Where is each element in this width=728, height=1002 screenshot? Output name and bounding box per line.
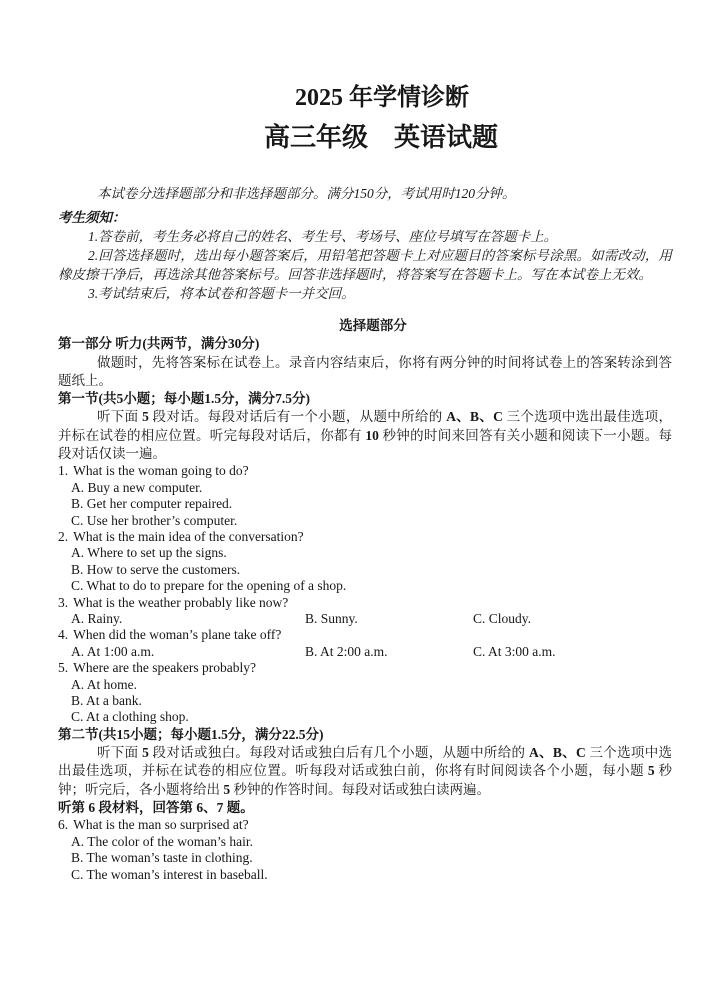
question-3 — [58, 595, 672, 628]
question-2-stem-line — [58, 529, 672, 545]
question-3-options-row — [58, 611, 672, 627]
question-2-stem: What is the main idea of the conversation? — [73, 529, 304, 544]
question-2 — [58, 529, 672, 595]
question-4-stem: When did the woman’s plane take off? — [73, 627, 282, 643]
question-2-option-b: B. How to serve the customers. — [71, 561, 241, 577]
question-3-option-b: B. Sunny. — [305, 611, 358, 627]
question-2-option-a: A. Where to set up the signs. — [71, 545, 227, 561]
material-6-heading: 听第 6 段材料，回答第 6、7 题。 — [58, 800, 254, 816]
question-4-options-row — [58, 644, 672, 660]
question-4-option-c: C. At 3:00 a.m. — [473, 643, 556, 659]
question-1-option-a: A. Buy a new computer. — [71, 479, 203, 495]
notice-item-1: 1.答卷前，考生务必将自己的姓名、考生号、考场号、座位号填写在答题卡上。 — [88, 229, 558, 244]
exam-title-grade-subject: 高三年级 英语试题 — [263, 123, 498, 152]
question-6-stem-line — [58, 817, 672, 833]
question-6 — [58, 817, 672, 883]
question-1-stem: What is the woman going to do? — [73, 463, 249, 479]
question-1-number: 1. — [58, 463, 69, 479]
question-5-stem-line — [58, 660, 672, 676]
exam-title-year: 2025 年学情诊断 — [295, 85, 469, 111]
question-3-stem-line — [58, 595, 672, 611]
notice-heading: 考生须知： — [58, 210, 126, 225]
question-6-stem: What is the man so surprised at? — [73, 817, 249, 833]
question-5-option-c: C. At a clothing shop. — [71, 709, 189, 725]
part1-heading: 第一部分 听力(共两节，满分30分) — [58, 336, 260, 352]
question-3-option-a: A. Rainy. — [71, 611, 123, 627]
notice-item-3: 3.考试结束后，将本试卷和答题卡一并交回。 — [88, 286, 355, 301]
exam-intro: 本试卷分选择题部分和非选择题部分。满分150分，考试用时120分钟。 — [97, 186, 516, 201]
question-1-stem-line — [58, 463, 672, 479]
question-1-option-b: B. Get her computer repaired. — [71, 496, 233, 512]
notice-item-2: 2.回答选择题时，选出每小题答案后，用铅笔把答题卡上对应题目的答案标号涂黑。如需改动，用橡皮擦干净后，再选涂其他答案标号。回答非选择题时，将答案写在答题卡上。写在本试卷上无效。 — [58, 248, 672, 282]
question-2-option-c: C. What to do to prepare for the opening of a shop. — [71, 578, 347, 594]
part1-intro: 做题时，先将答案标在试卷上。录音内容结束后，你将有两分钟的时间将试卷上的答案转涂到答题纸上。 — [58, 354, 672, 388]
section2-intro: 听下面 5 段对话或独白。每段对话或独白后有几个小题，从题中所给的 A、B、C 三个选项中选出最佳选项，并标在试卷的相应位置。听每段对话或独白前，你将有时间阅读各个小题，每小题 5 秒钟；听完后，各小题将给出 5 秒钟的作答时间。每段对话或独白读两遍。 — [58, 745, 673, 797]
question-4 — [58, 627, 672, 660]
question-1-option-c: C. Use her brother’s computer. — [71, 512, 238, 528]
choice-section-heading: 选择题部分 — [339, 318, 407, 333]
question-2-number: 2. — [58, 529, 69, 544]
question-5-number: 5. — [58, 660, 69, 676]
question-6-option-c: C. The woman’s interest in baseball. — [71, 866, 268, 882]
question-6-option-b: B. The woman’s taste in clothing. — [71, 850, 253, 866]
question-5 — [58, 660, 672, 726]
question-4-stem-line — [58, 627, 672, 643]
question-6-option-a: A. The color of the woman’s hair. — [71, 833, 253, 849]
section1-heading: 第一节(共5小题；每小题1.5分，满分7.5分) — [58, 391, 310, 407]
question-5-stem: Where are the speakers probably? — [73, 660, 257, 676]
question-3-stem: What is the weather probably like now? — [73, 594, 289, 610]
question-6-number: 6. — [58, 817, 69, 833]
question-3-option-c: C. Cloudy. — [473, 611, 532, 627]
question-4-option-b: B. At 2:00 a.m. — [305, 643, 388, 659]
question-5-option-a: A. At home. — [71, 676, 137, 692]
section1-intro: 听下面 5 段对话。每段对话后有一个小题，从题中所给的 A、B、C 三个选项中选出最佳选项，并标在试卷的相应位置。听完每段对话后，你都有 10 秒钟的时间来回答有关小题和阅读下一小题。每段对话仅读一遍。 — [58, 409, 673, 462]
question-4-option-a: A. At 1:00 a.m. — [71, 643, 155, 659]
question-5-option-b: B. At a bank. — [71, 693, 142, 709]
section2-heading: 第二节(共15小题；每小题1.5分，满分22.5分) — [58, 726, 324, 742]
question-1 — [58, 463, 672, 529]
question-3-number: 3. — [58, 594, 69, 610]
question-4-number: 4. — [58, 627, 69, 643]
